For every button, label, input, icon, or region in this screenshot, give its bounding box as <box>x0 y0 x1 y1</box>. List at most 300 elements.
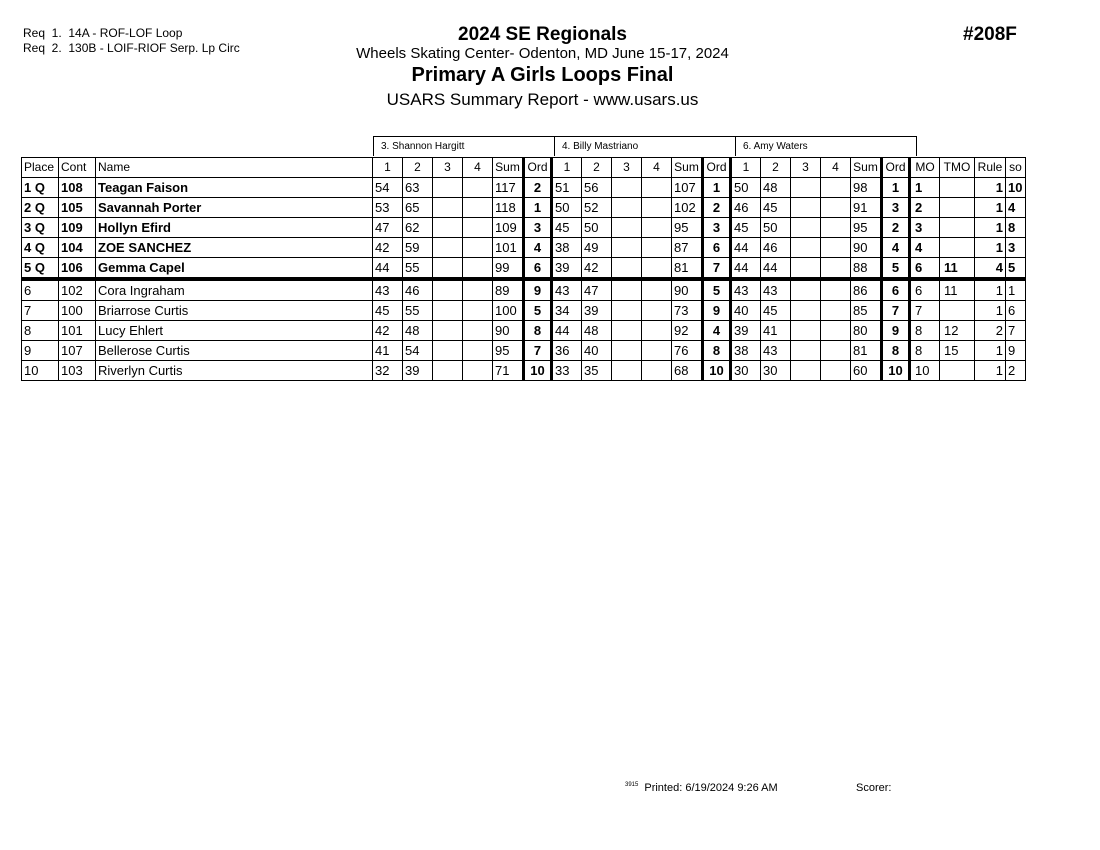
col-mo: MO <box>910 158 940 178</box>
rule-cell: 1 <box>975 218 1006 238</box>
col-j3-ord: Ord <box>882 158 910 178</box>
judge-3-sum-cell: 80 <box>851 321 882 341</box>
judge-2-score-2-cell: 52 <box>582 198 612 218</box>
judge-1-sum-cell: 90 <box>493 321 524 341</box>
judge-3-ordinal-cell: 2 <box>882 218 910 238</box>
requirement-2: Req 2. 130B - LOIF-RIOF Serp. Lp Circ <box>23 41 240 55</box>
rule-cell: 1 <box>975 301 1006 321</box>
judge-2-score-4-cell <box>642 301 672 321</box>
majority-ordinal-cell: 6 <box>910 279 940 301</box>
judge-1-score-1-cell: 41 <box>373 341 403 361</box>
total-majority-ordinal-cell <box>940 218 975 238</box>
judge-3-sum-cell: 91 <box>851 198 882 218</box>
col-j3-score-4: 4 <box>821 158 851 178</box>
contestant-number-cell: 100 <box>59 301 96 321</box>
judge-2-score-4-cell <box>642 178 672 198</box>
judge-2-score-4-cell <box>642 341 672 361</box>
judge-2-sum-cell: 102 <box>672 198 703 218</box>
judge-2-score-3-cell <box>612 301 642 321</box>
judge-1-score-2-cell: 39 <box>403 361 433 381</box>
judge-2-score-4-cell <box>642 321 672 341</box>
judge-2-score-2-cell: 47 <box>582 279 612 301</box>
table-row <box>22 361 1026 381</box>
judge-2-score-3-cell <box>612 238 642 258</box>
place-cell: 2 Q <box>22 198 59 218</box>
majority-ordinal-cell: 10 <box>910 361 940 381</box>
skater-name-cell: Hollyn Efird <box>96 218 373 238</box>
judge-1-score-2-cell: 48 <box>403 321 433 341</box>
rule-cell: 1 <box>975 341 1006 361</box>
judge-1-ordinal-cell: 1 <box>524 198 552 218</box>
total-majority-ordinal-cell <box>940 178 975 198</box>
judge-1-score-1-cell: 47 <box>373 218 403 238</box>
place-cell: 1 Q <box>22 178 59 198</box>
printed-label: Printed: 6/19/2024 9:26 AM <box>644 782 778 794</box>
col-j2-score-3: 3 <box>612 158 642 178</box>
rule-cell: 1 <box>975 361 1006 381</box>
place-cell: 4 Q <box>22 238 59 258</box>
total-majority-ordinal-cell: 11 <box>940 279 975 301</box>
judge-1-score-4-cell <box>463 178 493 198</box>
judge-3-score-1-cell: 50 <box>731 178 761 198</box>
judge-3-score-1-cell: 45 <box>731 218 761 238</box>
judge-1-score-4-cell <box>463 238 493 258</box>
report-code: 3915 <box>625 782 639 788</box>
judge-3-sum-cell: 60 <box>851 361 882 381</box>
judge-1-score-2-cell: 46 <box>403 279 433 301</box>
table-row <box>22 341 1026 361</box>
judge-2-score-1-cell: 45 <box>552 218 582 238</box>
judge-2-sum-cell: 90 <box>672 279 703 301</box>
judge-3-score-2-cell: 46 <box>761 238 791 258</box>
judge-2-score-3-cell <box>612 341 642 361</box>
place-cell: 5 Q <box>22 258 59 280</box>
judge-1-score-2-cell: 54 <box>403 341 433 361</box>
skater-name-cell: Riverlyn Curtis <box>96 361 373 381</box>
judge-1-ordinal-cell: 5 <box>524 301 552 321</box>
judge-3-ordinal-cell: 3 <box>882 198 910 218</box>
judge-2-score-4-cell <box>642 238 672 258</box>
judge-3-sum-cell: 98 <box>851 178 882 198</box>
table-row <box>22 258 1026 280</box>
total-majority-ordinal-cell: 11 <box>940 258 975 280</box>
judge-3-score-3-cell <box>791 218 821 238</box>
judge-2-sum-cell: 68 <box>672 361 703 381</box>
judge-2-score-2-cell: 35 <box>582 361 612 381</box>
judge-2-score-1-cell: 33 <box>552 361 582 381</box>
rule-cell: 1 <box>975 238 1006 258</box>
skater-name-cell: ZOE SANCHEZ <box>96 238 373 258</box>
col-j1-ord: Ord <box>524 158 552 178</box>
judge-3-ordinal-cell: 4 <box>882 238 910 258</box>
judge-3-sum-cell: 95 <box>851 218 882 238</box>
place-cell: 9 <box>22 341 59 361</box>
rule-cell: 1 <box>975 198 1006 218</box>
judge-2-ordinal-cell: 9 <box>703 301 731 321</box>
judge-2-score-3-cell <box>612 218 642 238</box>
judge-1-sum-cell: 100 <box>493 301 524 321</box>
judge-3-score-1-cell: 44 <box>731 258 761 280</box>
judge-2-name: 4. Billy Mastriano <box>555 137 736 157</box>
judge-3-score-4-cell <box>821 238 851 258</box>
judge-1-score-4-cell <box>463 321 493 341</box>
place-cell: 6 <box>22 279 59 301</box>
judge-1-name: 3. Shannon Hargitt <box>374 137 555 157</box>
total-majority-ordinal-cell: 12 <box>940 321 975 341</box>
requirement-1: Req 1. 14A - ROF-LOF Loop <box>23 26 183 40</box>
col-j2-score-2: 2 <box>582 158 612 178</box>
event-title: Primary A Girls Loops Final <box>411 64 674 86</box>
table-row <box>22 198 1026 218</box>
judge-1-score-3-cell <box>433 279 463 301</box>
judge-2-score-3-cell <box>612 178 642 198</box>
majority-ordinal-cell: 8 <box>910 321 940 341</box>
place-cell: 7 <box>22 301 59 321</box>
col-j2-score-4: 4 <box>642 158 672 178</box>
judge-2-ordinal-cell: 5 <box>703 279 731 301</box>
judge-2-score-1-cell: 39 <box>552 258 582 280</box>
majority-ordinal-cell: 7 <box>910 301 940 321</box>
judge-2-ordinal-cell: 10 <box>703 361 731 381</box>
col-j3-score-2: 2 <box>761 158 791 178</box>
start-order-cell: 9 <box>1006 341 1026 361</box>
judge-3-score-4-cell <box>821 361 851 381</box>
judge-1-score-3-cell <box>433 301 463 321</box>
contestant-number-cell: 105 <box>59 198 96 218</box>
start-order-cell: 10 <box>1006 178 1026 198</box>
start-order-cell: 4 <box>1006 198 1026 218</box>
judge-2-sum-cell: 76 <box>672 341 703 361</box>
start-order-cell: 3 <box>1006 238 1026 258</box>
judge-3-name: 6. Amy Waters <box>736 137 917 157</box>
judge-2-score-2-cell: 49 <box>582 238 612 258</box>
judge-3-ordinal-cell: 6 <box>882 279 910 301</box>
table-row <box>22 178 1026 198</box>
judge-2-score-3-cell <box>612 279 642 301</box>
judge-2-ordinal-cell: 4 <box>703 321 731 341</box>
judge-2-ordinal-cell: 2 <box>703 198 731 218</box>
contestant-number-cell: 102 <box>59 279 96 301</box>
judge-3-score-3-cell <box>791 198 821 218</box>
judge-2-score-4-cell <box>642 361 672 381</box>
judge-1-score-3-cell <box>433 341 463 361</box>
skater-name-cell: Gemma Capel <box>96 258 373 280</box>
judge-1-ordinal-cell: 9 <box>524 279 552 301</box>
judge-2-ordinal-cell: 1 <box>703 178 731 198</box>
judge-1-score-4-cell <box>463 198 493 218</box>
judge-2-sum-cell: 107 <box>672 178 703 198</box>
judge-3-sum-cell: 81 <box>851 341 882 361</box>
table-row <box>22 238 1026 258</box>
judge-2-score-3-cell <box>612 361 642 381</box>
col-place: Place <box>22 158 59 178</box>
col-name: Name <box>96 158 373 178</box>
judge-3-score-4-cell <box>821 341 851 361</box>
judge-3-score-1-cell: 44 <box>731 238 761 258</box>
contestant-number-cell: 109 <box>59 218 96 238</box>
majority-ordinal-cell: 3 <box>910 218 940 238</box>
judge-2-score-3-cell <box>612 321 642 341</box>
judge-1-score-3-cell <box>433 258 463 280</box>
judge-2-score-1-cell: 34 <box>552 301 582 321</box>
judge-1-ordinal-cell: 7 <box>524 341 552 361</box>
judge-3-ordinal-cell: 5 <box>882 258 910 280</box>
majority-ordinal-cell: 8 <box>910 341 940 361</box>
judge-2-score-4-cell <box>642 279 672 301</box>
col-j2-sum: Sum <box>672 158 703 178</box>
skater-name-cell: Teagan Faison <box>96 178 373 198</box>
start-order-cell: 1 <box>1006 279 1026 301</box>
total-majority-ordinal-cell <box>940 301 975 321</box>
judge-3-score-2-cell: 43 <box>761 279 791 301</box>
col-j2-ord: Ord <box>703 158 731 178</box>
judge-1-score-1-cell: 42 <box>373 321 403 341</box>
judge-2-score-1-cell: 51 <box>552 178 582 198</box>
majority-ordinal-cell: 6 <box>910 258 940 280</box>
judge-3-score-3-cell <box>791 361 821 381</box>
results-table <box>21 157 1026 381</box>
judge-1-score-3-cell <box>433 321 463 341</box>
col-j1-score-1: 1 <box>373 158 403 178</box>
report-title: USARS Summary Report - www.usars.us <box>386 90 699 109</box>
column-header-row <box>22 158 1026 178</box>
skater-name-cell: Cora Ingraham <box>96 279 373 301</box>
judge-1-score-4-cell <box>463 279 493 301</box>
table-row <box>22 321 1026 341</box>
col-j1-score-4: 4 <box>463 158 493 178</box>
judge-2-score-1-cell: 43 <box>552 279 582 301</box>
judge-2-score-1-cell: 38 <box>552 238 582 258</box>
col-j2-score-1: 1 <box>552 158 582 178</box>
judge-3-score-3-cell <box>791 341 821 361</box>
judge-1-sum-cell: 109 <box>493 218 524 238</box>
judge-1-score-3-cell <box>433 218 463 238</box>
judge-1-ordinal-cell: 6 <box>524 258 552 280</box>
judge-3-score-3-cell <box>791 321 821 341</box>
col-j1-score-3: 3 <box>433 158 463 178</box>
rule-cell: 1 <box>975 178 1006 198</box>
majority-ordinal-cell: 2 <box>910 198 940 218</box>
event-name: 2024 SE Regionals <box>458 24 627 45</box>
rule-cell: 4 <box>975 258 1006 280</box>
judge-1-sum-cell: 101 <box>493 238 524 258</box>
judge-3-score-1-cell: 40 <box>731 301 761 321</box>
judge-3-sum-cell: 85 <box>851 301 882 321</box>
judge-2-sum-cell: 81 <box>672 258 703 280</box>
judge-2-sum-cell: 87 <box>672 238 703 258</box>
judge-3-score-2-cell: 43 <box>761 341 791 361</box>
judge-1-sum-cell: 118 <box>493 198 524 218</box>
judge-2-score-2-cell: 40 <box>582 341 612 361</box>
judge-2-score-1-cell: 50 <box>552 198 582 218</box>
judge-3-score-2-cell: 48 <box>761 178 791 198</box>
judge-3-score-4-cell <box>821 258 851 280</box>
judge-3-score-2-cell: 45 <box>761 198 791 218</box>
judge-1-ordinal-cell: 8 <box>524 321 552 341</box>
judge-3-score-1-cell: 43 <box>731 279 761 301</box>
judge-2-score-1-cell: 36 <box>552 341 582 361</box>
judge-1-score-1-cell: 42 <box>373 238 403 258</box>
total-majority-ordinal-cell: 15 <box>940 341 975 361</box>
judge-1-score-2-cell: 59 <box>403 238 433 258</box>
judge-1-ordinal-cell: 4 <box>524 238 552 258</box>
judge-3-score-2-cell: 45 <box>761 301 791 321</box>
contestant-number-cell: 106 <box>59 258 96 280</box>
judge-1-score-1-cell: 32 <box>373 361 403 381</box>
venue-dates: Wheels Skating Center- Odenton, MD June 15-17, 2024 <box>356 45 729 62</box>
judge-3-sum-cell: 90 <box>851 238 882 258</box>
judge-1-sum-cell: 89 <box>493 279 524 301</box>
start-order-cell: 8 <box>1006 218 1026 238</box>
col-tmo: TMO <box>940 158 975 178</box>
contestant-number-cell: 103 <box>59 361 96 381</box>
place-cell: 3 Q <box>22 218 59 238</box>
judge-2-score-3-cell <box>612 258 642 280</box>
total-majority-ordinal-cell <box>940 198 975 218</box>
judge-1-score-1-cell: 54 <box>373 178 403 198</box>
judge-1-score-3-cell <box>433 178 463 198</box>
judge-1-sum-cell: 117 <box>493 178 524 198</box>
judge-1-score-4-cell <box>463 361 493 381</box>
judge-2-sum-cell: 95 <box>672 218 703 238</box>
judge-2-score-2-cell: 56 <box>582 178 612 198</box>
col-j3-sum: Sum <box>851 158 882 178</box>
judge-2-score-2-cell: 50 <box>582 218 612 238</box>
judge-3-score-4-cell <box>821 279 851 301</box>
total-majority-ordinal-cell <box>940 238 975 258</box>
col-j3-score-1: 1 <box>731 158 761 178</box>
scorer-label: Scorer: <box>856 782 892 794</box>
judge-1-ordinal-cell: 10 <box>524 361 552 381</box>
judge-3-score-4-cell <box>821 321 851 341</box>
judge-3-score-4-cell <box>821 198 851 218</box>
start-order-cell: 7 <box>1006 321 1026 341</box>
judge-3-ordinal-cell: 10 <box>882 361 910 381</box>
col-j1-score-2: 2 <box>403 158 433 178</box>
judge-1-score-1-cell: 44 <box>373 258 403 280</box>
skater-name-cell: Savannah Porter <box>96 198 373 218</box>
judge-1-score-2-cell: 63 <box>403 178 433 198</box>
col-j1-sum: Sum <box>493 158 524 178</box>
skater-name-cell: Bellerose Curtis <box>96 341 373 361</box>
judge-2-score-4-cell <box>642 198 672 218</box>
judge-3-score-1-cell: 39 <box>731 321 761 341</box>
judge-3-score-1-cell: 46 <box>731 198 761 218</box>
judges-header <box>373 136 917 156</box>
skater-name-cell: Lucy Ehlert <box>96 321 373 341</box>
judge-3-score-3-cell <box>791 178 821 198</box>
judge-3-score-3-cell <box>791 279 821 301</box>
start-order-cell: 6 <box>1006 301 1026 321</box>
judge-1-score-1-cell: 43 <box>373 279 403 301</box>
judge-3-score-3-cell <box>791 301 821 321</box>
judge-2-ordinal-cell: 3 <box>703 218 731 238</box>
contestant-number-cell: 104 <box>59 238 96 258</box>
judge-3-score-2-cell: 50 <box>761 218 791 238</box>
judge-2-score-4-cell <box>642 258 672 280</box>
judge-3-ordinal-cell: 1 <box>882 178 910 198</box>
judge-2-ordinal-cell: 8 <box>703 341 731 361</box>
judge-2-score-2-cell: 42 <box>582 258 612 280</box>
judge-1-sum-cell: 99 <box>493 258 524 280</box>
judge-3-score-2-cell: 30 <box>761 361 791 381</box>
judge-1-score-3-cell <box>433 238 463 258</box>
judge-1-ordinal-cell: 2 <box>524 178 552 198</box>
judge-1-score-3-cell <box>433 361 463 381</box>
judge-2-ordinal-cell: 6 <box>703 238 731 258</box>
judge-3-ordinal-cell: 8 <box>882 341 910 361</box>
contestant-number-cell: 101 <box>59 321 96 341</box>
place-cell: 8 <box>22 321 59 341</box>
rule-cell: 1 <box>975 279 1006 301</box>
judge-3-score-4-cell <box>821 218 851 238</box>
judge-1-score-2-cell: 62 <box>403 218 433 238</box>
place-cell: 10 <box>22 361 59 381</box>
judge-1-score-4-cell <box>463 218 493 238</box>
start-order-cell: 2 <box>1006 361 1026 381</box>
judge-3-score-4-cell <box>821 178 851 198</box>
judge-2-score-2-cell: 39 <box>582 301 612 321</box>
judge-1-score-3-cell <box>433 198 463 218</box>
judge-1-score-4-cell <box>463 258 493 280</box>
majority-ordinal-cell: 4 <box>910 238 940 258</box>
total-majority-ordinal-cell <box>940 361 975 381</box>
table-row <box>22 218 1026 238</box>
judge-3-score-2-cell: 41 <box>761 321 791 341</box>
judge-1-score-2-cell: 55 <box>403 301 433 321</box>
judge-1-ordinal-cell: 3 <box>524 218 552 238</box>
judge-2-score-4-cell <box>642 218 672 238</box>
judge-1-score-1-cell: 53 <box>373 198 403 218</box>
rule-cell: 2 <box>975 321 1006 341</box>
col-rule: Rule <box>975 158 1006 178</box>
majority-ordinal-cell: 1 <box>910 178 940 198</box>
judge-1-score-2-cell: 55 <box>403 258 433 280</box>
judge-3-ordinal-cell: 7 <box>882 301 910 321</box>
judge-2-ordinal-cell: 7 <box>703 258 731 280</box>
col-so: so <box>1006 158 1026 178</box>
judge-1-score-4-cell <box>463 341 493 361</box>
col-cont: Cont <box>59 158 96 178</box>
contestant-number-cell: 107 <box>59 341 96 361</box>
judge-3-score-3-cell <box>791 258 821 280</box>
judge-2-score-3-cell <box>612 198 642 218</box>
skater-name-cell: Briarrose Curtis <box>96 301 373 321</box>
judge-1-sum-cell: 95 <box>493 341 524 361</box>
judge-1-score-1-cell: 45 <box>373 301 403 321</box>
judge-1-score-4-cell <box>463 301 493 321</box>
table-row <box>22 279 1026 301</box>
judge-2-score-1-cell: 44 <box>552 321 582 341</box>
col-j3-score-3: 3 <box>791 158 821 178</box>
judge-3-score-1-cell: 38 <box>731 341 761 361</box>
judge-1-score-2-cell: 65 <box>403 198 433 218</box>
judge-3-sum-cell: 88 <box>851 258 882 280</box>
table-row <box>22 301 1026 321</box>
judge-3-ordinal-cell: 9 <box>882 321 910 341</box>
contestant-number-cell: 108 <box>59 178 96 198</box>
judge-2-score-2-cell: 48 <box>582 321 612 341</box>
judge-3-score-3-cell <box>791 238 821 258</box>
judge-3-score-1-cell: 30 <box>731 361 761 381</box>
judge-3-score-2-cell: 44 <box>761 258 791 280</box>
judge-3-score-4-cell <box>821 301 851 321</box>
judge-2-sum-cell: 92 <box>672 321 703 341</box>
judge-2-sum-cell: 73 <box>672 301 703 321</box>
printed-timestamp <box>625 782 778 794</box>
judge-3-sum-cell: 86 <box>851 279 882 301</box>
start-order-cell: 5 <box>1006 258 1026 280</box>
